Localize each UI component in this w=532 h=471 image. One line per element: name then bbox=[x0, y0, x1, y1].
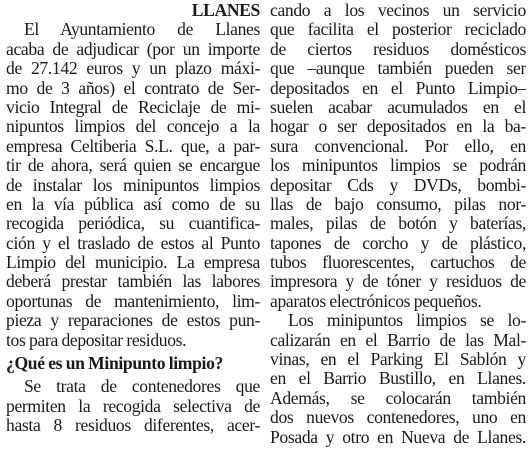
text-line: Limpio del municipio. La empresa bbox=[6, 253, 260, 273]
text-line: oportunas de mantenimiento, lim- bbox=[6, 291, 260, 311]
dateline: LLANES bbox=[191, 1, 260, 20]
text-line: mo de 3 años) el contrato de Ser- bbox=[6, 78, 260, 98]
text-line: Además, se colocarán también bbox=[270, 388, 526, 408]
text-line: que facilita el posterior reciclado bbox=[270, 20, 526, 40]
text-line: ción y el traslado de estos al Punto bbox=[6, 233, 260, 253]
text-line: nipuntos limpios del concejo a la bbox=[6, 117, 260, 137]
text-line: males, pilas de botón y baterías, bbox=[270, 214, 526, 234]
text-line: llas de bajo consumo, pilas nor- bbox=[270, 194, 526, 214]
text-line: cando a los vecinos un servicio bbox=[270, 1, 526, 20]
text-line: hasta 8 residuos diferentes, acer- bbox=[6, 416, 260, 436]
text-line: Posada y otro en Nueva de Llanes. bbox=[270, 427, 526, 447]
text-line: Los minipuntos limpios se lo- bbox=[288, 311, 526, 331]
text-line: Se trata de contenedores que bbox=[24, 377, 260, 397]
text-line: suelen acabar acumulados en el bbox=[270, 97, 526, 117]
left-column bbox=[6, 1, 260, 436]
text-line: depositar Cds y DVDs, bombi- bbox=[270, 175, 526, 195]
text-line: en la vía pública así como de su bbox=[6, 194, 260, 214]
text-line: en el Barrio Bustillo, en Llanes. bbox=[270, 369, 526, 389]
text-line: empresa Celtiberia S.L. que, a par- bbox=[6, 136, 260, 156]
text-line: acaba de adjudicar (por un importe bbox=[6, 39, 260, 59]
paragraph-intro bbox=[6, 20, 260, 350]
text-line: recogida periódica, su cuantifica- bbox=[6, 214, 260, 234]
text-line: pieza y reparaciones de estos pun- bbox=[6, 311, 260, 331]
paragraph-definition bbox=[6, 377, 260, 435]
text-line: vinas, en el Parking El Sablón y bbox=[270, 350, 526, 370]
text-line: permiten la recogida selectiva de bbox=[6, 396, 260, 416]
text-line: El Ayuntamiento de Llanes bbox=[24, 20, 260, 40]
text-line: los minipuntos limpios se podrán bbox=[270, 156, 526, 176]
text-line: tos para depositar residuos. bbox=[6, 330, 187, 350]
text-line: impresora y de tóner y residuos de bbox=[270, 272, 526, 292]
text-line: sura convencional. Por ello, en bbox=[270, 136, 526, 156]
paragraph-continuation bbox=[270, 1, 526, 311]
right-column bbox=[270, 1, 526, 447]
text-line: tubos fluorescentes, cartuchos de bbox=[270, 253, 526, 273]
text-line: depositados en el Punto Limpio– bbox=[270, 78, 526, 98]
text-line: de ciertos residuos domésticos bbox=[270, 39, 526, 59]
text-line: tapones de corcho y de plástico, bbox=[270, 233, 526, 253]
paragraph-locations bbox=[270, 311, 526, 447]
text-line: vicio Integral de Reciclaje de mi- bbox=[6, 97, 260, 117]
text-line: de 27.142 euros y un plazo máxi- bbox=[6, 59, 260, 79]
text-line: que –aunque también pueden ser bbox=[270, 59, 526, 79]
text-line: calizarán en el Barrio de las Mal- bbox=[270, 330, 526, 350]
text-line: hogar o ser depositados en la ba- bbox=[270, 117, 526, 137]
text-line: aparatos electrónicos pequeños. bbox=[270, 291, 482, 311]
text-line: dos nuevos contenedores, uno en bbox=[270, 408, 526, 428]
subheading: ¿Qué es un Minipunto limpio? bbox=[6, 354, 223, 374]
text-line: de instalar los minipuntos limpios bbox=[6, 175, 260, 195]
text-line: tir de ahora, será quien se encargue bbox=[6, 156, 260, 176]
text-line: deberá prestar también las labores bbox=[6, 272, 260, 292]
